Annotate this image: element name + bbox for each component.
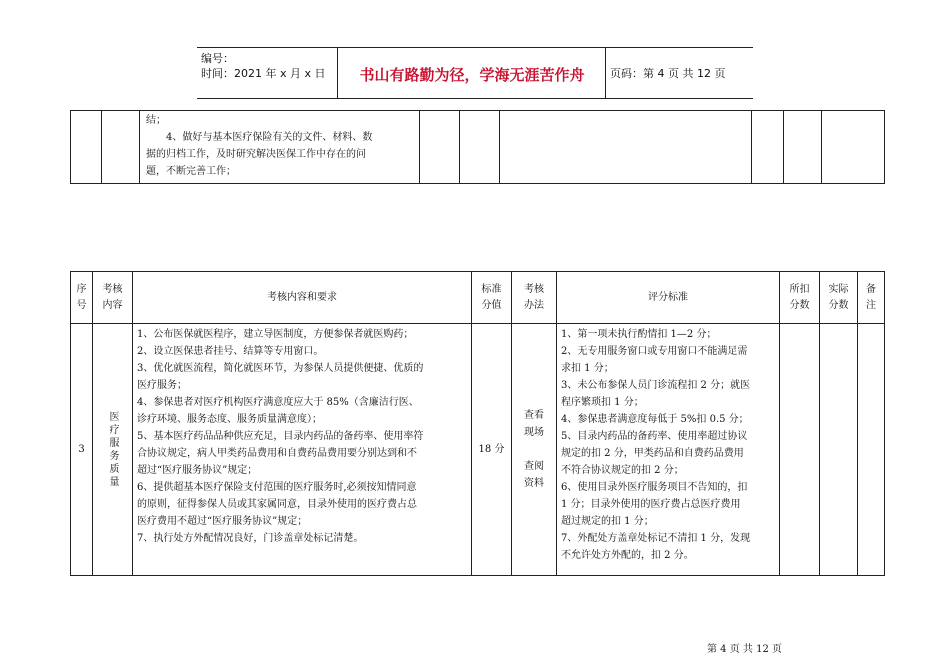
- header-method: 考核办法: [512, 272, 557, 324]
- text-line: 据的归档工作，及时研究解决医保工作中存在的问: [146, 149, 366, 160]
- table-cell: [784, 111, 822, 184]
- row-seq: 3: [71, 324, 93, 576]
- criteria-line: 不允许处方外配的，扣 2 分。: [561, 550, 694, 561]
- header-std-score: 标准分值: [472, 272, 512, 324]
- content-line: 6、提供超基本医疗保险支付范围的医疗服务时,必须按知情同意: [137, 482, 417, 493]
- table-header-row: [71, 272, 885, 324]
- content-line: 7、执行处方外配情况良好，门诊盖章处标记清楚。: [137, 533, 364, 544]
- content-line: 2、设立医保患者挂号、结算等专用窗口。: [137, 346, 324, 357]
- page-number: 页码：第 4 页 共 12 页: [610, 67, 726, 80]
- method-line: 资料: [524, 478, 544, 489]
- header-seq: 序号: [71, 272, 93, 324]
- criteria-line: 不符合协议规定的扣 2 分；: [561, 465, 684, 476]
- content-line: 3、优化就医流程，简化就医环节，为参保人员提供便捷、优质的: [137, 363, 424, 374]
- table-cell: [822, 111, 885, 184]
- table-cell: [420, 111, 460, 184]
- content-line: 4、参保患者对医疗机构医疗满意度应大于 85%（含廉洁行医、: [137, 397, 419, 408]
- method-line: 查看: [524, 410, 544, 421]
- time-label: 时间：2021 年 x 月 x 日: [201, 67, 326, 80]
- header-note: 备注: [858, 272, 885, 324]
- row-category: 医疗服务质量: [93, 324, 133, 576]
- criteria-line: 程序繁琐扣 1 分；: [561, 397, 644, 408]
- text-line: 4、做好与基本医疗保险有关的文件、材料、数: [146, 132, 373, 143]
- row-note: [858, 324, 885, 576]
- method-line: 现场: [524, 427, 544, 438]
- row-method: [512, 324, 557, 576]
- table-cell: [500, 111, 752, 184]
- content-line: 5、基本医疗药品品种供应充足，目录内药品的备药率、使用率符: [137, 431, 424, 442]
- footer-page-number: 第 4 页 共 12 页: [707, 644, 782, 655]
- table-cell: [71, 111, 102, 184]
- criteria-line: 2、无专用服务窗口或专用窗口不能满足需: [561, 346, 748, 357]
- table-cell: [460, 111, 500, 184]
- criteria-line: 3、未公布参保人员门诊流程扣 2 分；就医: [561, 380, 751, 391]
- continuation-table: [70, 110, 885, 184]
- header-content: 考核内容和要求: [133, 272, 472, 324]
- header-category: 考核内容: [93, 272, 133, 324]
- content-line: 医疗服务；: [137, 380, 187, 391]
- row-deduct: [780, 324, 820, 576]
- criteria-line: 规定的扣 2 分，甲类药品和自费药品费用: [561, 448, 744, 459]
- motto: 书山有路勤为径，学海无涯苦作舟: [359, 66, 585, 84]
- row-criteria: [557, 324, 780, 576]
- continuation-text: [140, 111, 420, 184]
- content-line: 合协议规定，病人甲类药品费用和自费药品费用要分别达到和不: [137, 448, 417, 459]
- content-line: 诊疗环境、服务态度、服务质量满意度）；: [137, 414, 322, 425]
- row-actual: [820, 324, 858, 576]
- criteria-line: 4、参保患者满意度每低于 5%扣 0.5 分；: [561, 414, 749, 425]
- content-line: 超过“医疗服务协议”规定；: [137, 465, 258, 476]
- content-line: 医疗费用不超过“医疗服务协议”规定；: [137, 516, 308, 527]
- page-header: [197, 47, 753, 99]
- content-line: 1、公布医保就医程序，建立导医制度，方便参保者就医购药；: [137, 329, 414, 340]
- number-label: 编号：: [201, 52, 234, 65]
- assessment-table: [70, 271, 885, 576]
- criteria-line: 1 分；目录外使用的医疗费占总医疗费用: [561, 499, 741, 510]
- criteria-line: 超过规定的扣 1 分；: [561, 516, 654, 527]
- header-meta: [201, 51, 326, 81]
- table-row: [71, 324, 885, 576]
- header-criteria: 评分标准: [557, 272, 780, 324]
- criteria-line: 1、第一项未执行酌情扣 1—2 分；: [561, 329, 717, 340]
- text-line: 结；: [146, 115, 166, 126]
- criteria-line: 求扣 1 分；: [561, 363, 614, 374]
- method-line: 查阅: [524, 461, 544, 472]
- method-spacer: [512, 441, 556, 458]
- header-deduct: 所扣分数: [780, 272, 820, 324]
- content-line: 的原则，征得参保人员或其家属同意，目录外使用的医疗费占总: [137, 499, 417, 510]
- header-actual: 实际分数: [820, 272, 858, 324]
- text-line: 题，不断完善工作；: [146, 166, 236, 177]
- table-cell: [102, 111, 140, 184]
- row-score: 18 分: [472, 324, 512, 576]
- criteria-line: 5、目录内药品的备药率、使用率超过协议: [561, 431, 748, 442]
- criteria-line: 6、使用目录外医疗服务项目不告知的，扣: [561, 482, 748, 493]
- row-content: [133, 324, 472, 576]
- header-divider: [337, 48, 338, 98]
- criteria-line: 7、外配处方盖章处标记不清扣 1 分，发现: [561, 533, 751, 544]
- table-cell: [752, 111, 784, 184]
- header-divider: [605, 48, 606, 98]
